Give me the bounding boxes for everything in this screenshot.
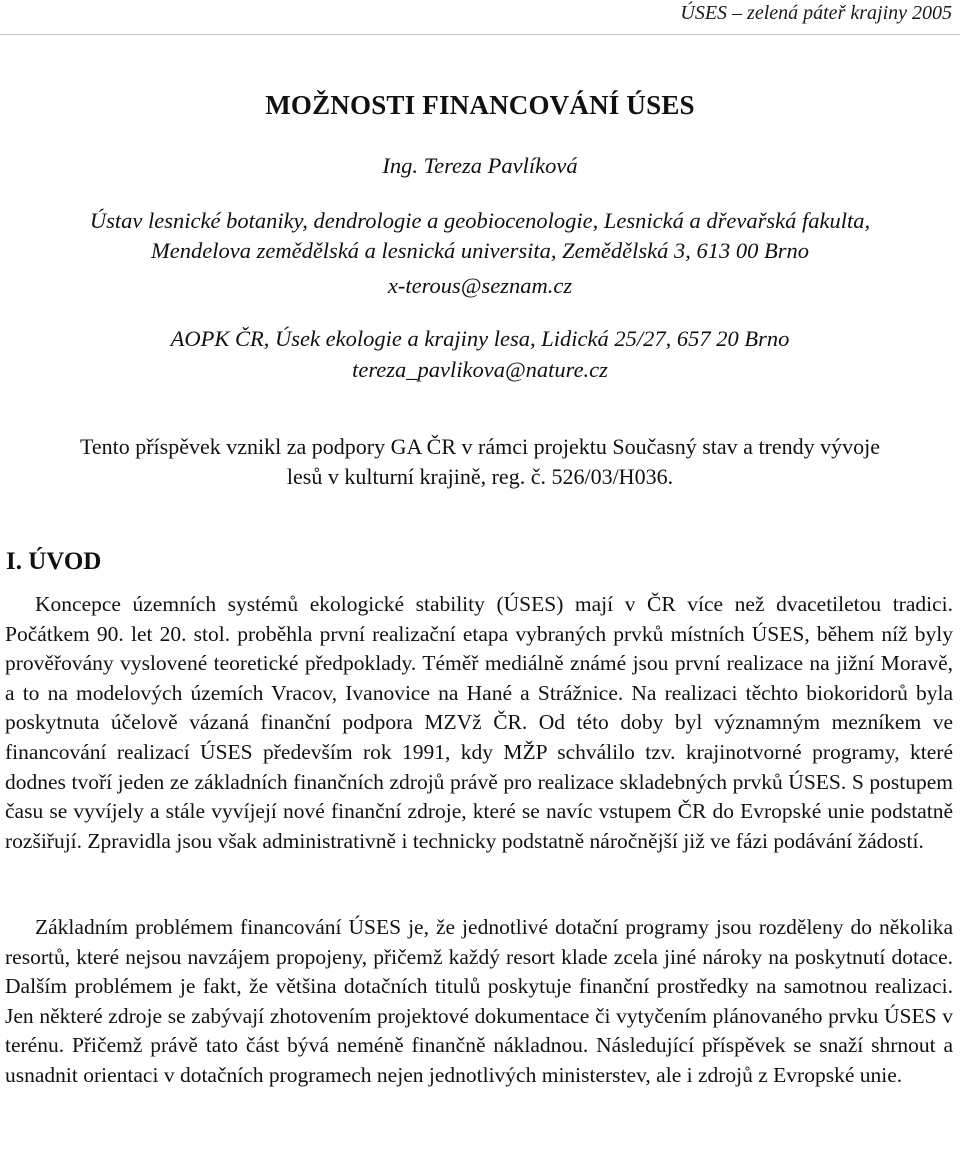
author-email-1: x-terous@seznam.cz xyxy=(387,273,573,298)
author-name: Ing. Tereza Pavlíková xyxy=(382,153,578,178)
acknowledgement-line-2: lesů v kulturní krajině, reg. č. 526/03/H036. xyxy=(286,464,674,489)
running-header: ÚSES – zelená páteř krajiny 2005 xyxy=(680,2,952,24)
affiliation-line-2: Mendelova zemědělská a lesnická universita, Zemědělská 3, 613 00 Brno xyxy=(151,238,809,263)
author-email-2: tereza_pavlikova@nature.cz xyxy=(352,357,608,382)
affiliation-line-1: Ústav lesnické botaniky, dendrologie a geobiocenologie, Lesnická a dřevařská fakulta, xyxy=(89,208,871,233)
affiliation-2: AOPK ČR, Úsek ekologie a krajiny lesa, Lidická 25/27, 657 20 Brno xyxy=(170,326,790,351)
article-title: MOŽNOSTI FINANCOVÁNÍ ÚSES xyxy=(265,90,695,120)
intro-paragraph-1: Koncepce územních systémů ekologické stability (ÚSES) mají v ČR více než dvacetiletou tradici. Počátkem 90. let 20. stol. proběhla první realizační etapa vybraných prvků místních ÚSES, během níž byly prověřovány vyslovené teoretické předpoklady. Téměř mediálně známé jsou první realizace na jižní Moravě, a to na modelových územích Vracov, Ivanovice na Hané a Strážnice. Na realizaci těchto biokoridorů byla poskytnuta účelově vázaná finanční podpora MZVž ČR. Od této doby byl významným mezníkem ve financování realizací ÚSES především rok 1991, kdy MŽP schválilo tzv. krajinotvorné programy, které dodnes tvoří jeden ze základních finančních zdrojů právě pro realizace skladebných prvků ÚSES. S postupem času se vyvíjely a stále vyvíjejí nové finanční zdroje, které se navíc vstupem ČR do Evropské unie podstatně rozšiřují. Zpravidla jsou však administrativně i technicky podstatně náročnější již ve fázi podávání žádostí. xyxy=(5,592,953,853)
header-divider xyxy=(0,34,960,35)
intro-paragraph-2: Základním problémem financování ÚSES je, že jednotlivé dotační programy jsou rozděleny do několika resortů, které nejsou navzájem propojeny, přičemž každý resort klade zcela jiné nároky na poskytnutí dotace. Dalším problémem je fakt, že většina dotačních titulů poskytuje finanční prostředky na samotnou realizaci. Jen některé zdroje se zabývají zhotovením projektové dokumentace či vytyčením plánovaného prvku ÚSES v terénu. Přičemž právě tato část bývá neméně finančně nákladnou. Následující příspěvek se snaží shrnout a usnadnit orientaci v dotačních programech nejen jednotlivých ministerstev, ale i zdrojů z Evropské unie. xyxy=(5,915,953,1087)
section-heading: I. ÚVOD xyxy=(6,548,102,575)
acknowledgement-line-1: Tento příspěvek vznikl za podpory GA ČR v rámci projektu Současný stav a trendy vývoje xyxy=(79,434,881,459)
